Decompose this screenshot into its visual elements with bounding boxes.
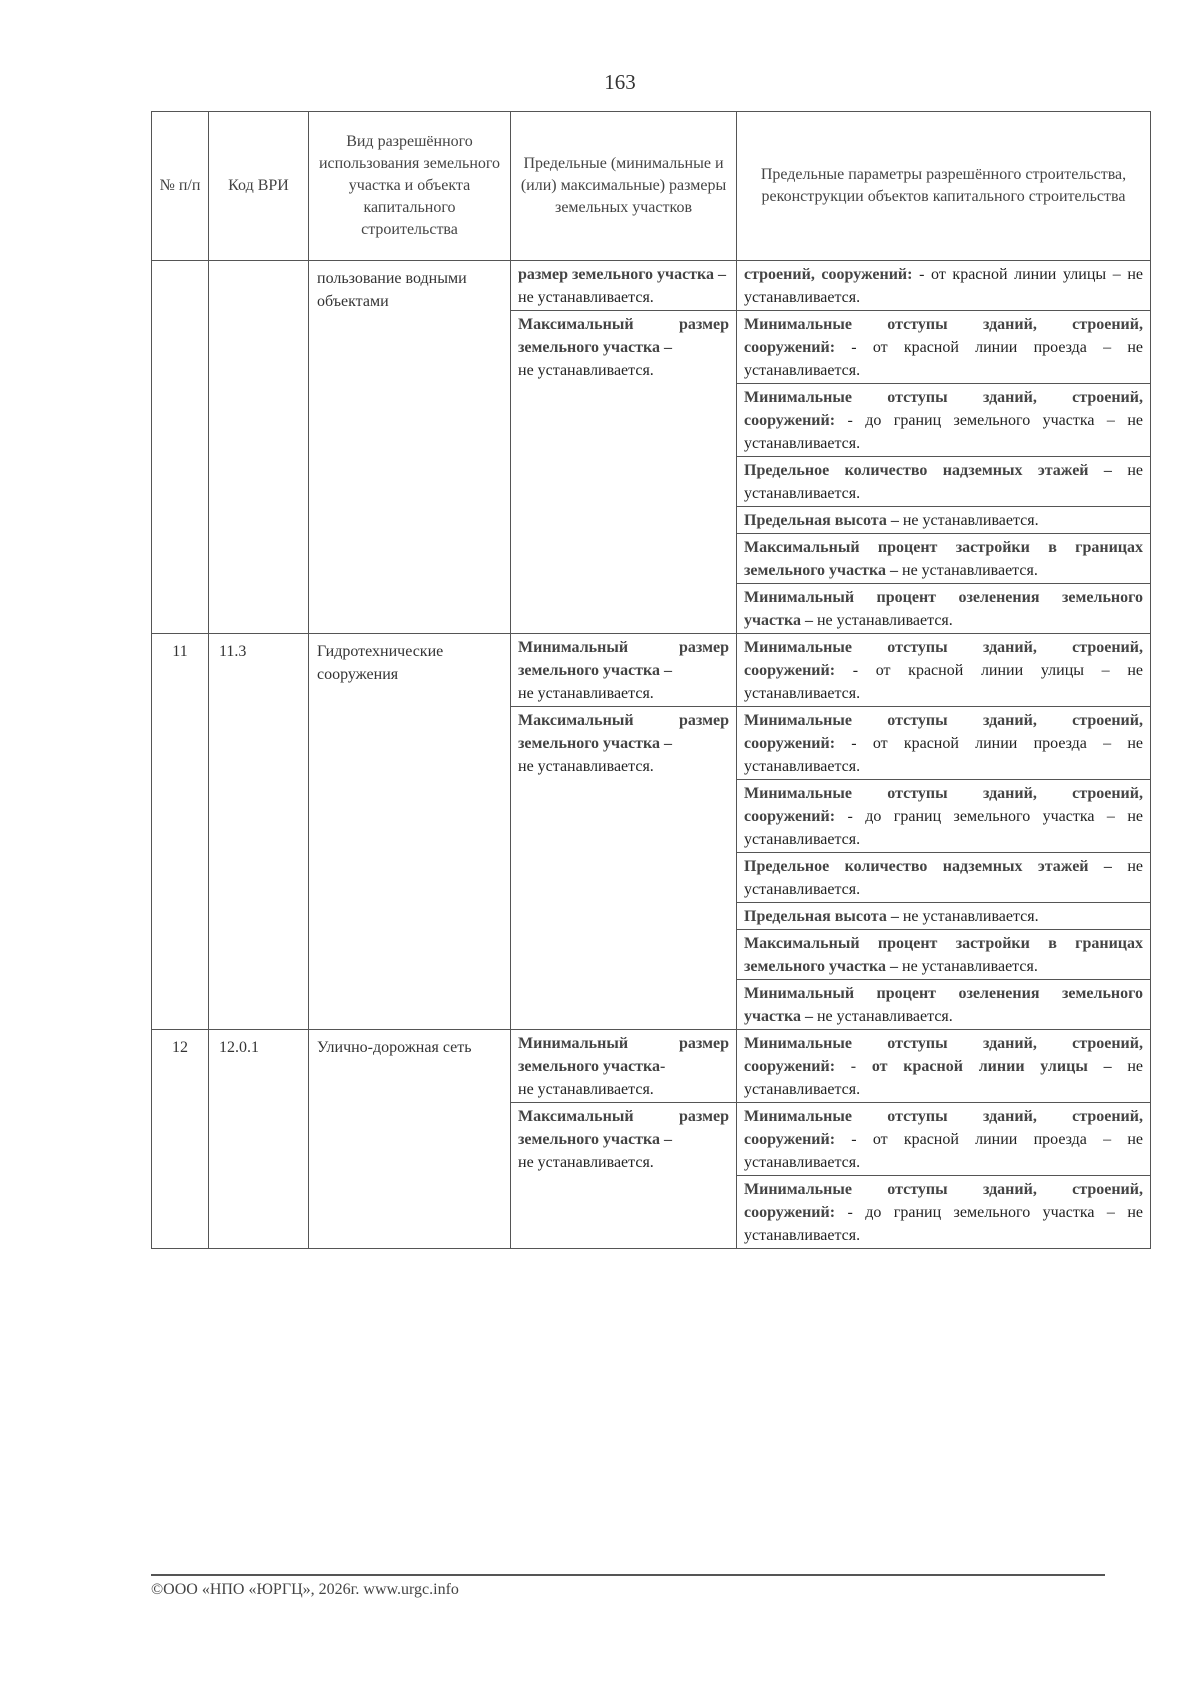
row-number: 11 [152,634,209,1030]
param-item-value: не устанавливается. [902,908,1039,925]
size-item-title: Максимальный размер земельного участка – [518,1108,729,1148]
param-item [737,707,1150,780]
size-item-value: не устанавливается. [518,1081,654,1098]
param-item [737,384,1150,457]
size-item-value: не устанавливается. [518,1154,654,1171]
param-item-title: Минимальные отступы зданий, строений, сооружений: [744,389,1143,429]
param-item [737,903,1150,930]
param-item [737,261,1150,311]
param-item-value: - от красной линии улицы – не устанавливается. [744,266,1144,306]
param-item [737,780,1150,853]
row-use-type: Гидротехнические сооружения [309,634,511,1030]
size-item [511,261,736,311]
table-header-row [152,112,1151,261]
param-item-value: - до границ земельного участка – не устанавливается. [744,808,1144,848]
size-item-title: Минимальный размер земельного участка – [518,639,729,679]
page-number: 163 [604,70,636,94]
row-use-type: пользование водными объектами [309,261,511,634]
header-size: Предельные (минимальные и (или) максимальные) размеры земельных участков [511,112,737,261]
param-item [737,311,1150,384]
row-params-cell [737,1030,1151,1249]
table-row [152,634,1151,1030]
param-item-title: Минимальный процент озеленения земельного участка – [744,589,1143,629]
param-item [737,534,1150,584]
size-item [511,311,736,383]
param-item-title: Минимальный процент озеленения земельного участка – [744,985,1143,1025]
param-item [737,980,1150,1029]
row-code [209,261,309,634]
param-item [737,457,1150,507]
param-item-value: не устанавливается. [744,462,1143,502]
footer-copyright: ©ООО «НПО «ЮРГЦ», 2026г. www.urgc.info [151,1581,459,1598]
size-item-title: размер земельного участка – [518,266,727,283]
footer-divider [151,1574,1105,1576]
param-item-value: не устанавливается. [816,612,953,629]
table-row [152,1030,1151,1249]
param-item-title: Максимальный процент застройки в границах земельного участка – [744,539,1143,579]
row-size-cell [511,261,737,634]
param-item-value: - от красной линии проезда – не устанавливается. [744,339,1144,379]
size-item-value: не устанавливается. [518,758,654,775]
row-size-cell [511,1030,737,1249]
header-params: Предельные параметры разрешённого строительства, реконструкции объектов капитального строительства [737,112,1151,261]
param-item-title: Минимальные отступы зданий, строений, сооружений: [744,1181,1143,1221]
param-item-title: Максимальный процент застройки в границах земельного участка – [744,935,1143,975]
size-item-value: не устанавливается. [518,685,654,702]
header-no: № п/п [152,112,209,261]
header-code: Код ВРИ [209,112,309,261]
param-item-title: Минимальные отступы зданий, строений, сооружений: [744,316,1143,356]
row-code: 11.3 [209,634,309,1030]
param-item-value: не устанавливается. [902,958,1038,975]
table-row [152,261,1151,634]
row-params-cell [737,261,1151,634]
param-item-value: - от красной линии проезда – не устанавливается. [744,735,1144,775]
param-item-title: Предельная высота – [744,908,899,925]
row-params-cell [737,634,1151,1030]
param-item-value: не устанавливается. [902,512,1039,529]
param-item [737,853,1150,903]
param-item-title: строений, сооружений: [744,266,913,283]
size-item-title: Максимальный размер земельного участка – [518,316,729,356]
header-use: Вид разрешённого использования земельного участка и объекта капитального строительства [309,112,511,261]
param-item-title: Предельное количество надземных этажей – [744,858,1112,875]
param-item-value: - от красной линии улицы – не устанавливается. [744,662,1144,702]
size-item-value: не устанавливается. [518,289,654,306]
param-item-title: Предельная высота – [744,512,899,529]
param-item-value: - от красной линии проезда – не устанавливается. [744,1131,1144,1171]
table-body [152,261,1151,1249]
size-item [511,707,736,779]
param-item [737,634,1150,707]
row-code: 12.0.1 [209,1030,309,1249]
param-item [737,1103,1150,1176]
param-item-value: не устанавливается. [744,1058,1144,1098]
param-item [737,930,1150,980]
row-size-cell [511,634,737,1030]
size-item [511,1103,736,1175]
size-item [511,634,736,707]
param-item-title: Минимальные отступы зданий, строений, сооружений: [744,712,1143,752]
param-item-value: не устанавливается. [902,562,1038,579]
param-item-title: Минимальные отступы зданий, строений, сооружений: [744,639,1143,679]
size-item [511,1030,736,1103]
size-item-title: Максимальный размер земельного участка – [518,712,729,752]
param-item-title: Минимальные отступы зданий, строений, сооружений: [744,785,1143,825]
param-item-value: - до границ земельного участка – не устанавливается. [744,412,1144,452]
param-item [737,584,1150,633]
param-item-title: Минимальные отступы зданий, строений, сооружений: - от красной линии улицы – [744,1035,1143,1075]
row-use-type: Улично-дорожная сеть [309,1030,511,1249]
regulations-table [151,111,1151,1249]
param-item-value: - до границ земельного участка – не устанавливается. [744,1204,1144,1244]
row-number: 12 [152,1030,209,1249]
param-item-value: не устанавливается. [816,1008,953,1025]
size-item-value: не устанавливается. [518,362,654,379]
param-item-title: Предельное количество надземных этажей – [744,462,1112,479]
param-item [737,1176,1150,1248]
param-item [737,507,1150,534]
param-item-title: Минимальные отступы зданий, строений, сооружений: [744,1108,1143,1148]
param-item-value: не устанавливается. [744,858,1143,898]
row-number [152,261,209,634]
size-item-title: Минимальный размер земельного участка- [518,1035,729,1075]
param-item [737,1030,1150,1103]
